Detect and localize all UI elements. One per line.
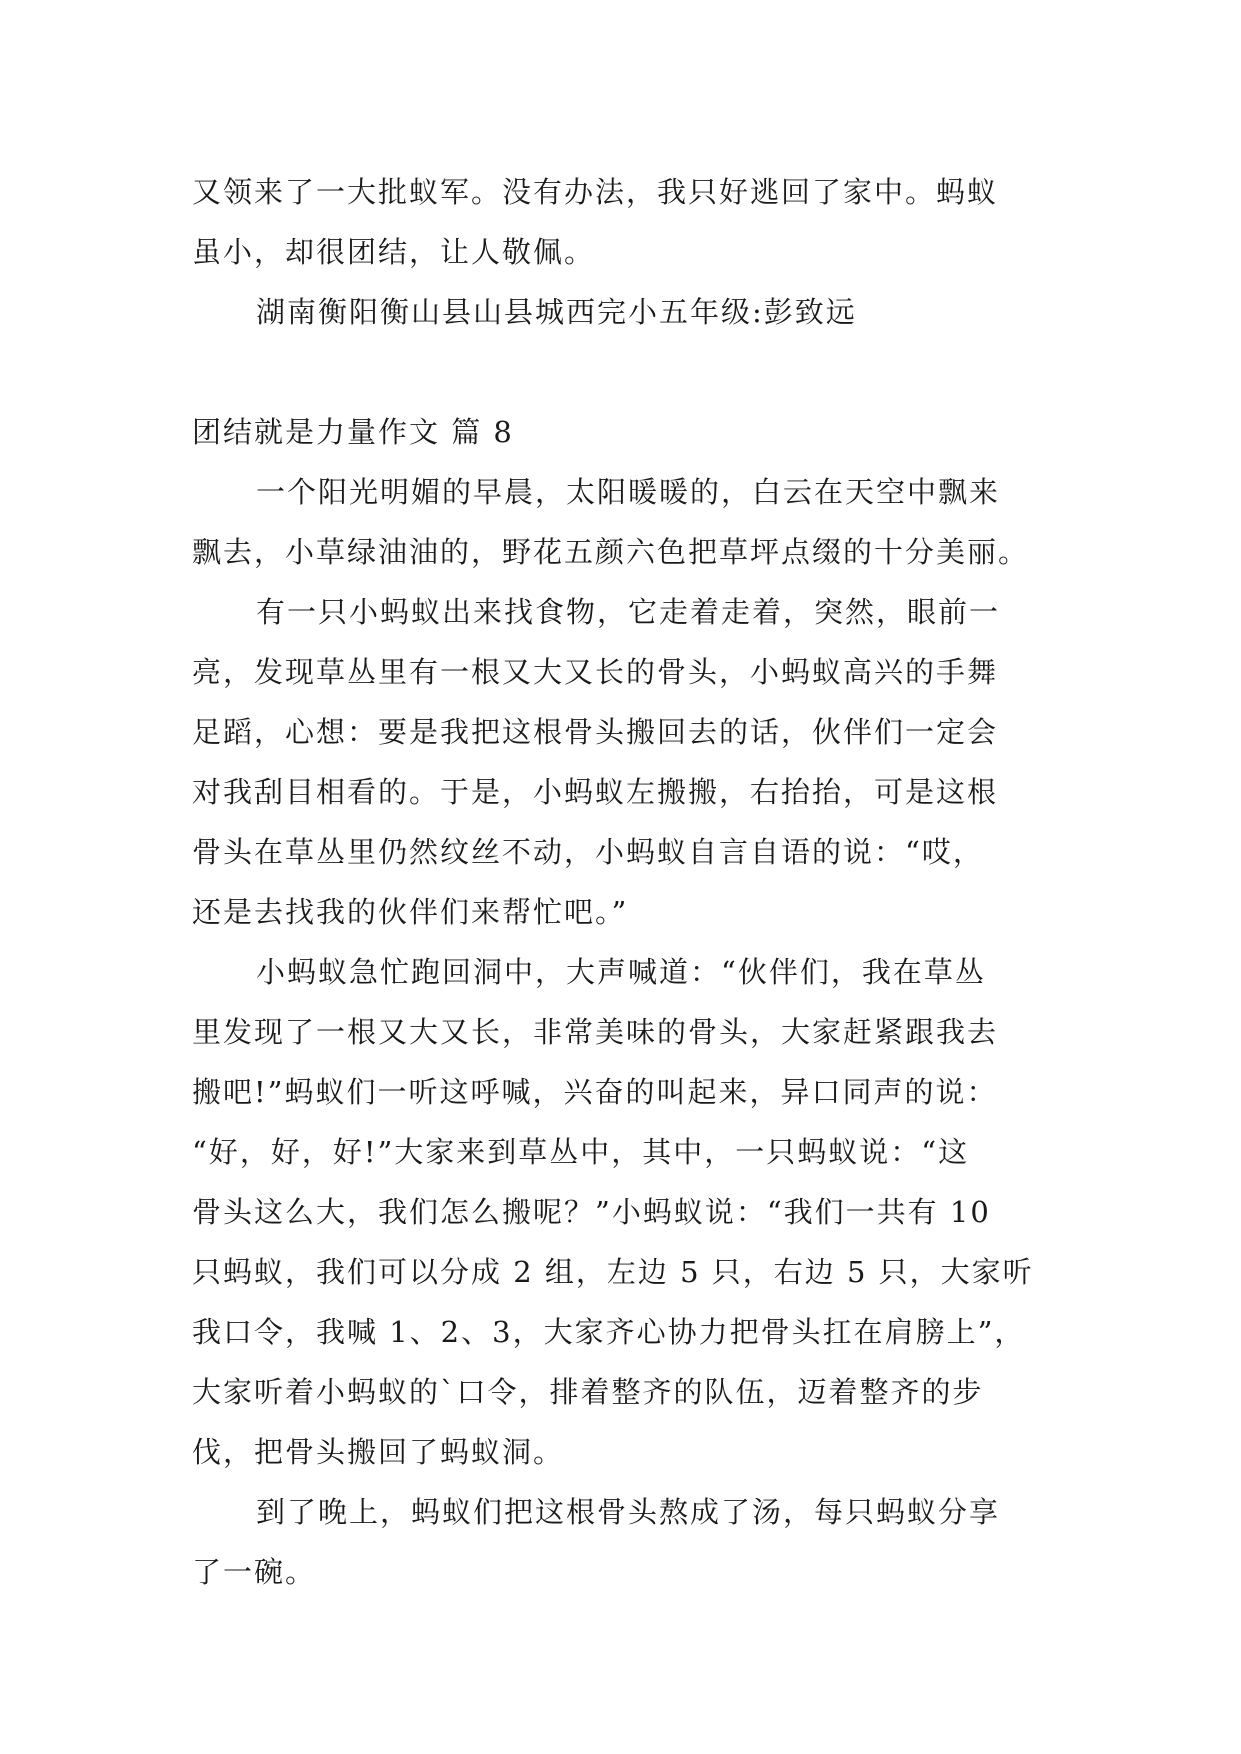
continuation-paragraph xyxy=(192,162,1072,282)
text-line: 一个阳光明媚的早晨，太阳暖暖的，白云在天空中飘来 xyxy=(256,475,1001,509)
author-signature: 湖南衡阳衡山县山县城西完小五年级:彭致远 xyxy=(256,295,857,329)
text-line: 亮，发现草丛里有一根又大又长的骨头，小蚂蚁高兴的手舞 xyxy=(192,655,999,689)
text-line: 伐，把骨头搬回了蚂蚁洞。 xyxy=(192,1435,565,1469)
essay-body xyxy=(192,162,1072,1602)
text-line: 虽小，却很团结，让人敬佩。 xyxy=(192,235,596,269)
text-line: 有一只小蚂蚁出来找食物，它走着走着，突然，眼前一 xyxy=(256,595,1001,629)
text-line: 足蹈，心想：要是我把这根骨头搬回去的话，伙伴们一定会 xyxy=(192,715,999,749)
text-line: 小蚂蚁急忙跑回洞中，大声喊道：“伙伴们，我在草丛 xyxy=(256,955,986,989)
paragraph-2 xyxy=(192,582,1072,942)
paragraph-3 xyxy=(192,942,1072,1482)
text-line: 到了晚上，蚂蚁们把这根骨头熬成了汤，每只蚂蚁分享 xyxy=(256,1495,1001,1529)
text-line: 还是去找我的伙伴们来帮忙吧。” xyxy=(192,895,629,929)
text-line: 大家听着小蚂蚁的`口令，排着整齐的队伍，迈着整齐的步 xyxy=(192,1375,984,1409)
text-line: 骨头在草丛里仍然纹丝不动，小蚂蚁自言自语的说：“哎， xyxy=(192,835,984,869)
text-line: 我口令，我喊 1、2、3，大家齐心协力把骨头扛在肩膀上”， xyxy=(192,1315,1026,1349)
paragraph-4 xyxy=(192,1482,1072,1602)
text-line: 对我刮目相看的。于是，小蚂蚁左搬搬，右抬抬，可是这根 xyxy=(192,775,999,809)
text-line: 了一碗。 xyxy=(192,1555,317,1589)
text-line: 飘去，小草绿油油的，野花五颜六色把草坪点缀的十分美丽。 xyxy=(192,535,1030,569)
text-line: 骨头这么大，我们怎么搬呢？”小蚂蚁说：“我们一共有 10 xyxy=(192,1195,991,1229)
text-line: “好，好，好!”大家来到草丛中，其中，一只蚂蚁说：“这 xyxy=(192,1135,970,1169)
text-line: 里发现了一根又大又长，非常美味的骨头，大家赶紧跟我去 xyxy=(192,1015,999,1049)
text-line: 搬吧!”蚂蚁们一听这呼喊，兴奋的叫起来，异口同声的说： xyxy=(192,1075,998,1109)
text-line: 只蚂蚁，我们可以分成 2 组，左边 5 只，右边 5 只，大家听 xyxy=(192,1255,1034,1289)
essay-title: 团结就是力量作文 篇 8 xyxy=(192,415,514,449)
text-line: 又领来了一大批蚁军。没有办法，我只好逃回了家中。蚂蚁 xyxy=(192,175,999,209)
paragraph-1 xyxy=(192,462,1072,582)
